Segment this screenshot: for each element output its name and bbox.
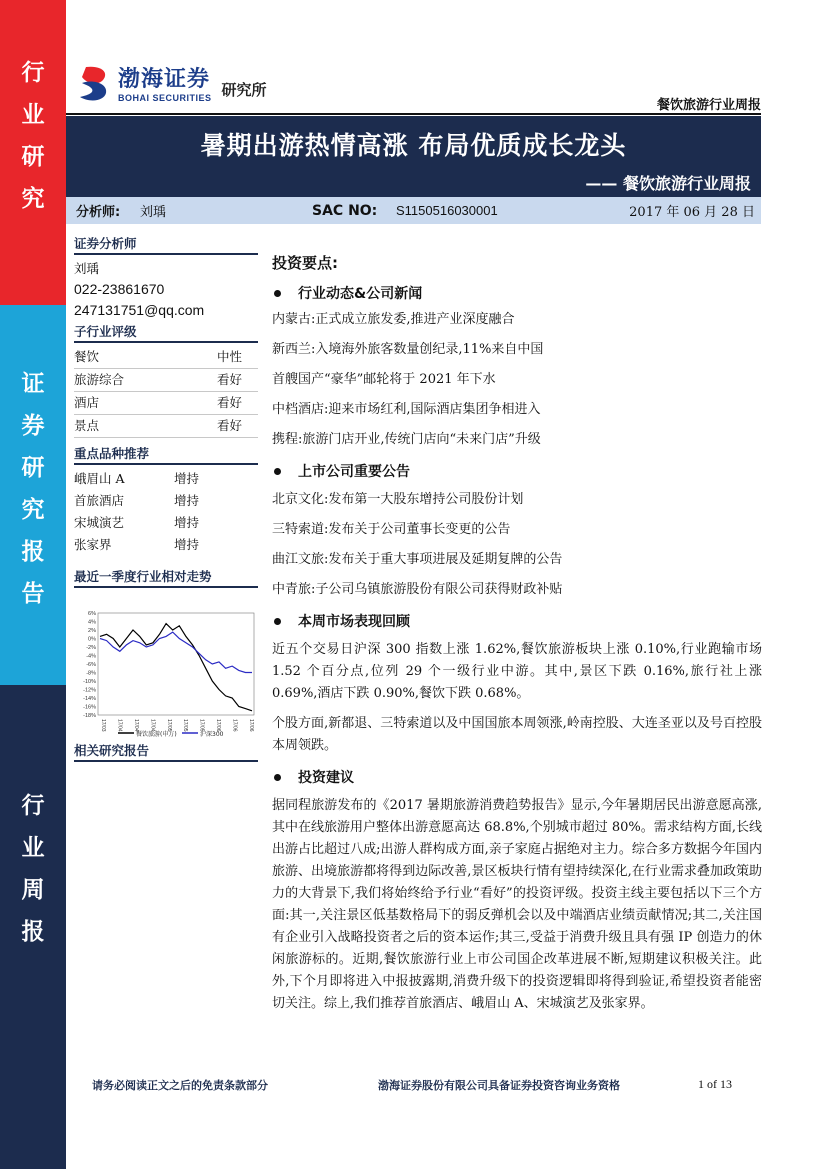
x-tick-label: 17/03: [100, 719, 106, 732]
list-item: 携程:旅游门店开业,传统门店向“未来门店”升级: [272, 432, 541, 447]
bullet-dot: [274, 774, 281, 781]
table-row: [74, 346, 258, 369]
pick-name: 峨眉山 A: [74, 471, 125, 486]
bohai-logo: [78, 62, 267, 103]
sidebar-char: 究: [21, 185, 45, 212]
bullet-dot: [274, 468, 281, 475]
title-banner: [66, 116, 761, 197]
rating-name: 旅游综合: [74, 372, 125, 387]
sidebar: [0, 0, 66, 1169]
x-tick-label: 17/04: [149, 719, 156, 732]
list-item: 中档酒店:迎来市场红利,国际酒店集团争相进入: [272, 402, 541, 417]
relative-trend: [74, 567, 258, 744]
qualification-note: 渤海证券股份有限公司具备证券投资咨询业务资格: [378, 1079, 620, 1092]
list-item: 北京文化:发布第一大股东增持公司股份计划: [272, 492, 524, 507]
market-review-paragraph: 近五个交易日沪深 300 指数上涨 1.62%,餐饮旅游板块上涨 0.10%,行业跑输市场 1.52 个百分点,位列 29 个一级行业中游。其中,景区下跌 0.16%,旅行社上涨 0.69%,酒店下跌 0.90%,餐饮下跌 0.68%。: [272, 642, 762, 701]
sac-number: S1150516030001: [396, 203, 498, 218]
rating-name: 景点: [74, 418, 100, 433]
table-row: [74, 392, 258, 415]
rating-value: 中性: [216, 349, 242, 364]
y-tick-label: -18%: [83, 713, 96, 719]
y-tick-label: 0%: [88, 636, 96, 643]
table-row: [74, 369, 258, 392]
sub-industry-ratings: [74, 322, 258, 438]
pick-name: 宋城演艺: [74, 515, 125, 530]
section-industry-news: [272, 283, 762, 303]
sidebar-industry-research: [0, 0, 66, 305]
sidebar-securities-report: [0, 305, 66, 685]
section-title: 投资建议: [298, 770, 354, 786]
relative-trend-chart: [74, 591, 258, 741]
y-tick-label: -4%: [86, 653, 96, 660]
sidebar-char: 行: [21, 792, 45, 819]
investment-advice-paragraph: 据同程旅游发布的《2017 暑期旅游消费趋势报告》显示,今年暑期居民出游意愿高涨,其中在线旅游用户整体出游意愿高达 68.8%,个别城市超过 80%。需求结构方面,长线出游占比超过八成;出游人群构成方面,亲子家庭占据绝对主力。综合多方数据今年国内旅游、出境旅游都将得到边际改善,景区板块行情有望持续深化,在行业需求叠加政策助力的大背景下,我们将始终给予行业“看好”的投资评级。投资主线主要包括以下三个方面:其一,关注景区低基数格局下的弱反弹机会以及中端酒店业绩贡献情况;其二,关注国有企业引入战略投资者之后的资本运作;其三,受益于消费升级且具有强 IP 创造力的休闲旅游标的。近期,餐饮旅游行业上市公司国企改革进展不断,短期建议积极关注。此外,下个月即将进入中报披露期,消费升级下的投资逻辑即将得到验证,希望投资者能密切关注。综上,我们推荐首旅酒店、峨眉山 A、宋城演艺及张家界。: [272, 798, 762, 1011]
list-item: 内蒙古:正式成立旅发委,推进产业深度融合: [272, 312, 515, 327]
rating-name: 餐饮: [74, 349, 100, 364]
related-reports: [74, 741, 258, 765]
x-tick-label: 17/04: [116, 719, 123, 732]
list-item: 新西兰:入境海外旅客数量创纪录,11%来自中国: [272, 342, 544, 357]
list-item: 首艘国产“豪华”邮轮将于 2021 年下水: [272, 372, 496, 387]
rating-name: 酒店: [74, 395, 100, 410]
institute-label: 研究所: [221, 81, 267, 99]
x-tick-label: 17/06: [231, 719, 238, 732]
header-divider: [66, 113, 761, 115]
table-row: [74, 415, 258, 438]
sidebar-char: 行: [21, 59, 45, 86]
y-tick-label: -16%: [83, 704, 96, 711]
rating-section-title: 子行业评级: [74, 322, 258, 343]
report-type: 餐饮旅游行业周报: [656, 98, 761, 113]
y-tick-label: 6%: [88, 611, 96, 617]
section-title: 行业动态&公司新闻: [298, 286, 423, 302]
table-row: [74, 490, 258, 512]
sidebar-char: 告: [21, 580, 45, 607]
report-title: 暑期出游热情高涨 布局优质成长龙头: [200, 131, 627, 160]
x-tick-label: 17/04: [132, 719, 139, 732]
bullet-dot: [274, 618, 281, 625]
pick-rating: 增持: [174, 471, 200, 486]
sidebar-char: 究: [21, 496, 45, 523]
key-points-heading: 投资要点:: [272, 254, 338, 272]
sidebar-char: 报: [21, 918, 45, 945]
pick-rating: 增持: [174, 537, 200, 552]
picks-section-title: 重点品种推荐: [74, 444, 258, 465]
pick-name: 张家界: [74, 537, 112, 552]
report-date: 2017 年 06 月 28 日: [629, 205, 755, 220]
sidebar-char: 研: [21, 454, 45, 481]
pick-name: 首旅酒店: [74, 493, 125, 508]
pick-rating: 增持: [174, 493, 200, 508]
x-tick-label: 17/06: [215, 719, 222, 732]
logo-en-text: BOHAI SECURITIES: [118, 93, 212, 103]
section-investment-advice: [272, 767, 762, 787]
x-tick-label: 17/05: [165, 719, 172, 732]
sidebar-char: 券: [21, 412, 45, 439]
y-tick-label: -12%: [83, 687, 96, 694]
series-line-index: [100, 632, 252, 672]
y-tick-label: -8%: [86, 670, 96, 677]
section-title: 本周市场表现回顾: [298, 614, 410, 630]
analyst-phone: 022-23861670: [74, 281, 165, 297]
analyst-name-left: 刘瑀: [74, 261, 100, 276]
chart-section-title: 最近一季度行业相对走势: [74, 567, 258, 588]
legend-label-index: 沪深300: [200, 731, 224, 738]
list-item: 中青旅:子公司乌镇旅游股份有限公司获得财政补贴: [272, 582, 563, 597]
x-tick-label: 17/06: [248, 719, 254, 732]
sidebar-char: 研: [21, 143, 45, 170]
logo-cn-text: 渤海证券: [118, 67, 211, 92]
section-title: 上市公司重要公告: [298, 464, 410, 480]
report-subtitle: —— 餐饮旅游行业周报: [585, 174, 751, 193]
table-row: [74, 512, 258, 534]
sac-label: SAC NO:: [312, 202, 378, 219]
table-row: [74, 468, 258, 490]
stock-review-paragraph: 个股方面,新都退、三特索道以及中国国旅本周领涨,岭南控股、大连圣亚以及号百控股本周领跌。: [272, 716, 762, 753]
y-tick-label: -6%: [86, 662, 96, 668]
y-tick-label: 4%: [88, 619, 96, 626]
y-tick-label: -14%: [83, 696, 96, 702]
y-tick-label: 2%: [88, 628, 96, 634]
x-tick-label: 17/05: [182, 719, 189, 732]
related-section-title: 相关研究报告: [74, 741, 258, 762]
section-market-review: [272, 611, 762, 631]
section-announcements: [272, 461, 762, 481]
rating-value: 看好: [216, 372, 242, 387]
sidebar-char: 周: [21, 876, 45, 903]
key-picks: [74, 444, 258, 556]
analyst-section-title: 证券分析师: [74, 234, 258, 255]
rating-value: 看好: [216, 418, 242, 433]
rating-value: 看好: [216, 395, 242, 410]
table-row: [74, 534, 258, 556]
analyst-info-row: [66, 197, 761, 224]
list-item: 曲江文旅:发布关于重大事项进展及延期复牌的公告: [272, 552, 563, 567]
pick-rating: 增持: [174, 515, 200, 530]
sidebar-weekly: [0, 685, 66, 1169]
legend-label-sector: 餐饮旅游(申万): [136, 731, 177, 738]
bohai-logo-icon: [78, 63, 112, 103]
sidebar-char: 报: [21, 538, 45, 565]
list-item: 三特索道:发布关于公司董事长变更的公告: [272, 522, 511, 537]
page-number: 1 of 13: [698, 1077, 732, 1091]
sidebar-char: 业: [21, 834, 45, 861]
sidebar-char: 业: [21, 101, 45, 128]
y-tick-label: -10%: [83, 679, 96, 685]
y-tick-label: -2%: [86, 645, 96, 651]
sidebar-char: 证: [21, 370, 45, 397]
analyst-contact: [74, 234, 258, 321]
main-content: [272, 252, 762, 1015]
x-tick-label: 17/05: [198, 719, 205, 732]
analyst-email: 247131751@qq.com: [74, 302, 205, 318]
analyst-name: 刘瑀: [140, 205, 167, 220]
bullet-dot: [274, 290, 281, 297]
analyst-label: 分析师:: [76, 205, 121, 220]
disclaimer-note: 请务必阅读正文之后的免责条款部分: [92, 1079, 268, 1092]
